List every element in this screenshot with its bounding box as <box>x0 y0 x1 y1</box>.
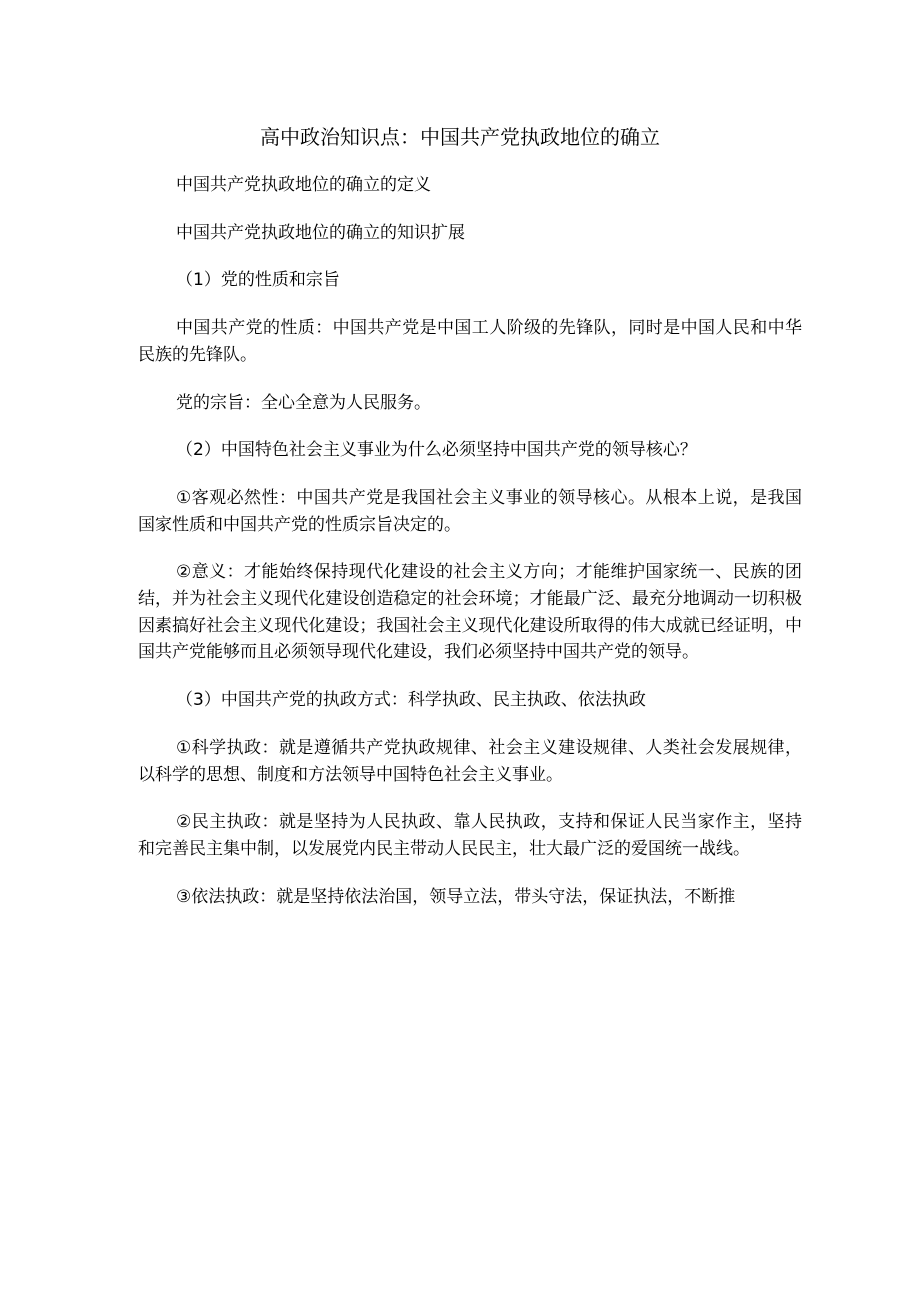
paragraph: 党的宗旨：全心全意为人民服务。 <box>176 392 431 413</box>
paragraph: 中国共产党执政地位的确立的知识扩展 <box>176 222 465 243</box>
paragraph: 中国共产党执政地位的确立的定义 <box>176 175 431 195</box>
paragraph: ②意义：才能始终保持现代化建设的社会主义方向；才能维护国家统一、民族的团结，并为社会主义现代化建设创造稳定的社会环境；才能最广泛、最充分地调动一切积极因素搞好社会主义现代化建设；我国社会主义现代化建设所取得的伟大成就已经证明，中国共产党能够而且必须领导现代化建设，我们必须坚持中国共产党的领导。 <box>138 562 802 663</box>
paragraph: （3）中国共产党的执政方式：科学执政、民主执政、依法执政 <box>176 690 646 711</box>
paragraph: （2）中国特色社会主义事业为什么必须坚持中国共产党的领导核心？ <box>176 440 697 461</box>
paragraph: 中国共产党的性质：中国共产党是中国工人阶级的先锋队，同时是中国人民和中华民族的先锋队。 <box>138 318 802 365</box>
document-body <box>138 172 802 910</box>
paragraph: ②民主执政：就是坚持为人民执政、靠人民执政，支持和保证人民当家作主，坚持和完善民主集中制，以发展党内民主带动人民民主，壮大最广泛的爱国统一战线。 <box>138 812 802 859</box>
document-title: 高中政治知识点：中国共产党执政地位的确立 <box>260 125 660 149</box>
paragraph: ①客观必然性：中国共产党是我国社会主义事业的领导核心。从根本上说，是我国国家性质和中国共产党的性质宗旨决定的。 <box>138 487 802 535</box>
paragraph: （1）党的性质和宗旨 <box>176 270 340 291</box>
paragraph: ③依法执政：就是坚持依法治国，领导立法，带头守法，保证执法，不断推 <box>176 886 736 907</box>
paragraph: ①科学执政：就是遵循共产党执政规律、社会主义建设规律、人类社会发展规律，以科学的思想、制度和方法领导中国特色社会主义事业。 <box>138 737 802 785</box>
